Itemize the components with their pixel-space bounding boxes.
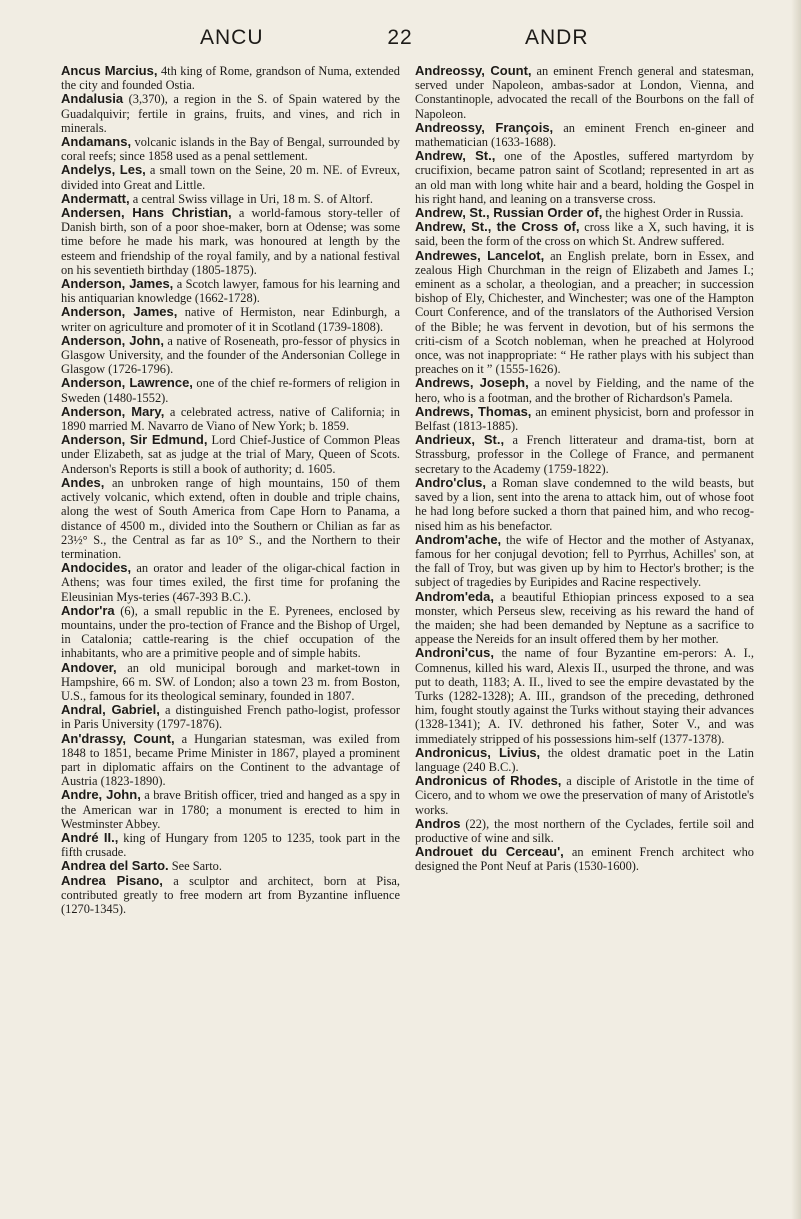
entry-headword: Andalusia — [61, 91, 124, 107]
entry-definition: a brave British officer, tried and hanged as a spy in the American war in 1780; a monument is erected to him in Westminster Abbey. — [61, 788, 400, 831]
entry-definition: native of Hermiston, near Edinburgh, a writer on agriculture and promoter of it in Scotland (1739-1808). — [61, 305, 400, 334]
entry-definition: one of the chief re-formers of religion in Sweden (1480-1552). — [61, 376, 400, 405]
entry-definition: a sculptor and architect, born at Pisa, contributed greatly to free modern art from Byzantine influence (1270-1345). — [61, 873, 400, 916]
entry-headword: Andrews, Thomas, — [415, 403, 532, 419]
dictionary-entry — [415, 476, 754, 533]
entry-headword: Andrew, St., the Cross of, — [415, 219, 580, 235]
entry-headword: Andronicus, Livius, — [415, 744, 541, 760]
entry-headword: Ancus Marcius, — [61, 63, 158, 78]
dictionary-entry — [61, 604, 400, 661]
entry-definition: king of Hungary from 1205 to 1235, took part in the fifth crusade. — [61, 830, 400, 860]
entry-definition: an eminent physicist, born and professor in Belfast (1813-1885). — [415, 404, 754, 434]
entry-definition: a native of Roseneath, pro-fessor of physics in Glasgow University, and the founder of the Andersonian College in Glasgow (1726-1796). — [61, 333, 400, 377]
entry-headword: Andrew, St., — [415, 148, 496, 164]
entry-definition: an eminent French general and statesman, served under Napoleon, ambas-sador at London, Vienna, and Constantinople, advocated the recall of the Bourbons on the fall of Napoleon. — [415, 64, 754, 121]
dictionary-entry — [61, 376, 400, 404]
entry-headword: Androuet du Cerceau', — [415, 844, 564, 860]
entry-definition: cross like a X, such having, it is said, been the form of the cross on which St. Andrew suffered. — [415, 220, 754, 249]
entry-definition: a Scotch lawyer, famous for his learning and his antiquarian knowledge (1662-1728). — [61, 277, 400, 306]
entry-definition: Lord Chief-Justice of Common Pleas under Elizabeth, sat as judge at the trial of Mary, Queen of Scots. Anderson's Reports is still a book of authority; d. 1605. — [61, 433, 400, 476]
dictionary-entry — [61, 433, 400, 476]
left-column — [61, 64, 400, 916]
dictionary-entry — [61, 476, 400, 561]
dictionary-entry — [415, 249, 754, 377]
dictionary-entry — [415, 774, 754, 817]
entry-definition: (22), the most northern of the Cyclades, fertile soil and productive of wine and silk. — [415, 816, 754, 845]
entry-headword: Andre, John, — [61, 787, 141, 803]
dictionary-entry — [415, 220, 754, 248]
entry-definition: a beautiful Ethiopian princess exposed to a sea monster, which Perseus slew, receiving as his reward the hand of the maiden; she had been demanded by Neptune as a sacrifice to appease the Nereids for an insult offered them by her mother. — [415, 589, 754, 647]
page-edge-shadow — [791, 0, 801, 1219]
entry-definition: the highest Order in Russia. — [602, 206, 744, 221]
dictionary-entry — [415, 646, 754, 745]
entry-definition: one of the Apostles, suffered martyrdom by crucifixion, became patron saint of Scotland; represented in art as an old man with long white hair and a beard, holding the Gospel in his right hand, and leaning on a transverse cross. — [415, 149, 754, 206]
entry-headword: Andrewes, Lancelot, — [415, 247, 545, 263]
entry-headword: Andor'ra — [61, 602, 115, 618]
entry-headword: Andrea Pisano, — [61, 872, 163, 888]
dictionary-entry — [61, 561, 400, 604]
dictionary-entry — [415, 590, 754, 647]
entry-definition: volcanic islands in the Bay of Bengal, surrounded by coral reefs; since 1858 used as a penal settlement. — [61, 135, 400, 164]
page-header — [0, 26, 801, 54]
entry-headword: Anderson, John, — [61, 332, 164, 348]
entry-definition: an eminent French architect who designed the Pont Neuf at Paris (1530-1600). — [415, 845, 754, 874]
dictionary-entry — [61, 64, 400, 92]
entry-headword: Andover, — [61, 659, 117, 675]
entry-definition: an English prelate, born in Essex, and zealous High Churchman in the reign of Elizabeth and James I.; eminent as a scholar, a theologian, and a preacher; in succession bishop of Ely, Chichester, and Winchester; was one of the Hampton Court Conference, and of the translators of the Authorised Version of the Bible; he was fervent in devotion, but of his sermons the criti-cism of a Scotch nobleman, when he preached at Holyrood once, was not inappropriate: “ He rather plays with his subject than preaches on it ” (1555-1626). — [415, 248, 755, 377]
entry-definition: an old municipal borough and market-town in Hampshire, 66 m. SW. of London; also a town 23 m. from Boston, U.S., famous for its theological seminary, founded in 1807. — [61, 660, 400, 703]
dictionary-entry — [415, 149, 754, 206]
entry-headword: An'drassy, Count, — [61, 730, 175, 746]
dictionary-entry — [61, 305, 400, 333]
entry-headword: Andro'clus, — [415, 474, 486, 490]
entry-definition: a small town on the Seine, 20 m. NE. of Evreux, divided into Great and Little. — [61, 163, 401, 192]
entry-headword: Andros — [415, 815, 461, 831]
dictionary-entry — [415, 121, 754, 149]
entry-definition: an eminent French en-gineer and mathematician (1633-1688). — [415, 120, 754, 150]
entry-headword: Andreossy, Count, — [415, 63, 532, 78]
dictionary-entry — [61, 831, 400, 859]
dictionary-entry — [415, 533, 754, 590]
entry-headword: Andronicus of Rhodes, — [415, 773, 562, 789]
entry-definition: a disciple of Aristotle in the time of Cicero, and to whom we owe the preservation of many of Aristotle's works. — [415, 774, 754, 817]
entry-definition: a celebrated actress, native of California; in 1890 married M. Navarro de Viano of New York; b. 1859. — [61, 404, 400, 434]
dictionary-entry — [415, 405, 754, 433]
dictionary-entry — [61, 874, 400, 917]
dictionary-entry — [61, 788, 400, 831]
entry-headword: Androm'ache, — [415, 531, 502, 547]
entry-headword: Androm'eda, — [415, 588, 494, 604]
dictionary-entry — [61, 206, 400, 277]
dictionary-entry — [61, 135, 400, 163]
right-column — [415, 64, 754, 874]
dictionary-entry — [415, 746, 754, 774]
entry-headword: Androni'cus, — [415, 645, 494, 661]
entry-headword: Anderson, Sir Edmund, — [61, 432, 208, 448]
entry-headword: Anderson, James, — [61, 276, 174, 292]
entry-headword: Andrews, Joseph, — [415, 375, 529, 391]
entry-definition: a distinguished French patho-logist, professor in Paris University (1797-1876). — [61, 703, 400, 732]
entry-headword: Andrea del Sarto. — [61, 858, 169, 874]
entry-headword: Andral, Gabriel, — [61, 702, 160, 718]
entry-definition: (3,370), a region in the S. of Spain watered by the Guadalquivir; fertile in grains, fruits, and vines, and rich in minerals. — [61, 92, 400, 135]
entry-headword: Anderson, Lawrence, — [61, 375, 193, 391]
entry-headword: Andersen, Hans Christian, — [61, 205, 232, 221]
entry-definition: a central Swiss village in Uri, 18 m. S. of Altorf. — [129, 191, 373, 206]
dictionary-entry — [415, 433, 754, 476]
dictionary-entry — [61, 334, 400, 377]
entry-definition: 4th king of Rome, grandson of Numa, extended the city and founded Ostia. — [61, 64, 400, 93]
entry-definition: a French litterateur and drama-tist, born at Strassburg, professor in the College of France, and permanent secretary to the Academy (1759-1822). — [415, 433, 754, 476]
dictionary-entry — [61, 703, 400, 731]
entry-headword: Andocides, — [61, 560, 132, 576]
dictionary-entry — [61, 277, 400, 305]
entry-headword: Andelys, Les, — [61, 162, 146, 178]
dictionary-entry — [61, 192, 400, 206]
dictionary-entry — [61, 405, 400, 433]
page-number: 22 — [387, 26, 413, 49]
dictionary-entry — [61, 732, 400, 789]
entry-definition: See Sarto. — [168, 859, 222, 874]
dictionary-entry — [415, 845, 754, 873]
dictionary-entry — [415, 206, 754, 220]
entry-headword: Andrieux, St., — [415, 432, 505, 448]
entry-headword: Anderson, Mary, — [61, 403, 165, 419]
entry-definition: the name of four Byzantine em-perors: A. I., Comnenus, killed his ward, Alexis II., usurped the throne, and was put to death, 1183; A. II., lived to see the empire devastated by the Turks (1282-1328); A. III., grandson of the preceding, dethroned him, fought stoutly against the Turks without staying their advances (1328-1341); A. IV. dethroned his father, Soter V., and was immediately stripped of his possessions him-self (1377-1378). — [415, 646, 754, 746]
running-head-right: ANDR — [525, 26, 589, 49]
entry-definition: a novel by Fielding, and the name of the hero, who is a footman, and the brother of Richardson's Pamela. — [415, 376, 754, 405]
entry-definition: an unbroken range of high mountains, 150 of them actively volcanic, which extend, often in double and triple chains, along the west of South America from Cape Horn to Panama, a distance of 4500 m., divided into the Southern or Chilian as far as 23½° S., the Central as far as 10° S., and the Northern to their termination. — [61, 475, 400, 561]
entry-headword: Andreossy, François, — [415, 119, 554, 135]
entry-headword: André II., — [61, 829, 119, 845]
entry-definition: the oldest dramatic poet in the Latin language (240 B.C.). — [415, 745, 754, 774]
dictionary-entry — [415, 817, 754, 845]
dictionary-entry — [415, 64, 754, 121]
entry-definition: an orator and leader of the oligar-chical faction in Athens; was four times exiled, the first time for profaning the Eleusinian Mys-teries (467-393 B.C.). — [61, 561, 400, 604]
entry-definition: a Hungarian statesman, was exiled from 1848 to 1851, became Prime Minister in 1867, played a prominent part in diplomatic affairs on the Continent to the advantage of Austria (1823-1890). — [61, 731, 400, 789]
entry-definition: the wife of Hector and the mother of Astyanax, famous for her conjugal devotion; fell to Pyrrhus, Achilles' son, at the fall of Troy, but was given up by him to Hector's brother; is the subject of tragedies by Euripides and Racine respectively. — [415, 532, 754, 590]
entry-headword: Andermatt, — [61, 190, 130, 206]
dictionary-entry — [61, 92, 400, 135]
dictionary-entry — [61, 163, 400, 191]
entry-headword: Andamans, — [61, 134, 132, 150]
entry-headword: Andrew, St., Russian Order of, — [415, 205, 603, 221]
entry-definition: (6), a small republic in the E. Pyrenees, enclosed by mountains, under the pro-tection of France and the Bishop of Urgel, in Catalonia; cattle-rearing is the chief occupation of the inhabitants, who are a primitive people and of simple habits. — [61, 603, 400, 661]
dictionary-entry — [61, 661, 400, 704]
entry-headword: Anderson, James, — [61, 304, 178, 320]
dictionary-entry — [61, 859, 400, 873]
dictionary-entry — [415, 376, 754, 404]
running-head-left: ANCU — [200, 26, 264, 49]
entry-headword: Andes, — [61, 474, 105, 490]
entry-definition: a Roman slave condemned to the wild beasts, but saved by a lion, sent into the arena to attack him, out of whose foot he had long before sucked a thorn that pained him, and who recog-nised him as his benefactor. — [415, 475, 754, 533]
entry-definition: a world-famous story-teller of Danish birth, son of a poor shoe-maker, born at Odense; was some time before he made his mark, was honoured at length by the esteem and friendship of the royal family, and by a national festival on his seventieth birthday (1805-1875). — [61, 206, 400, 277]
